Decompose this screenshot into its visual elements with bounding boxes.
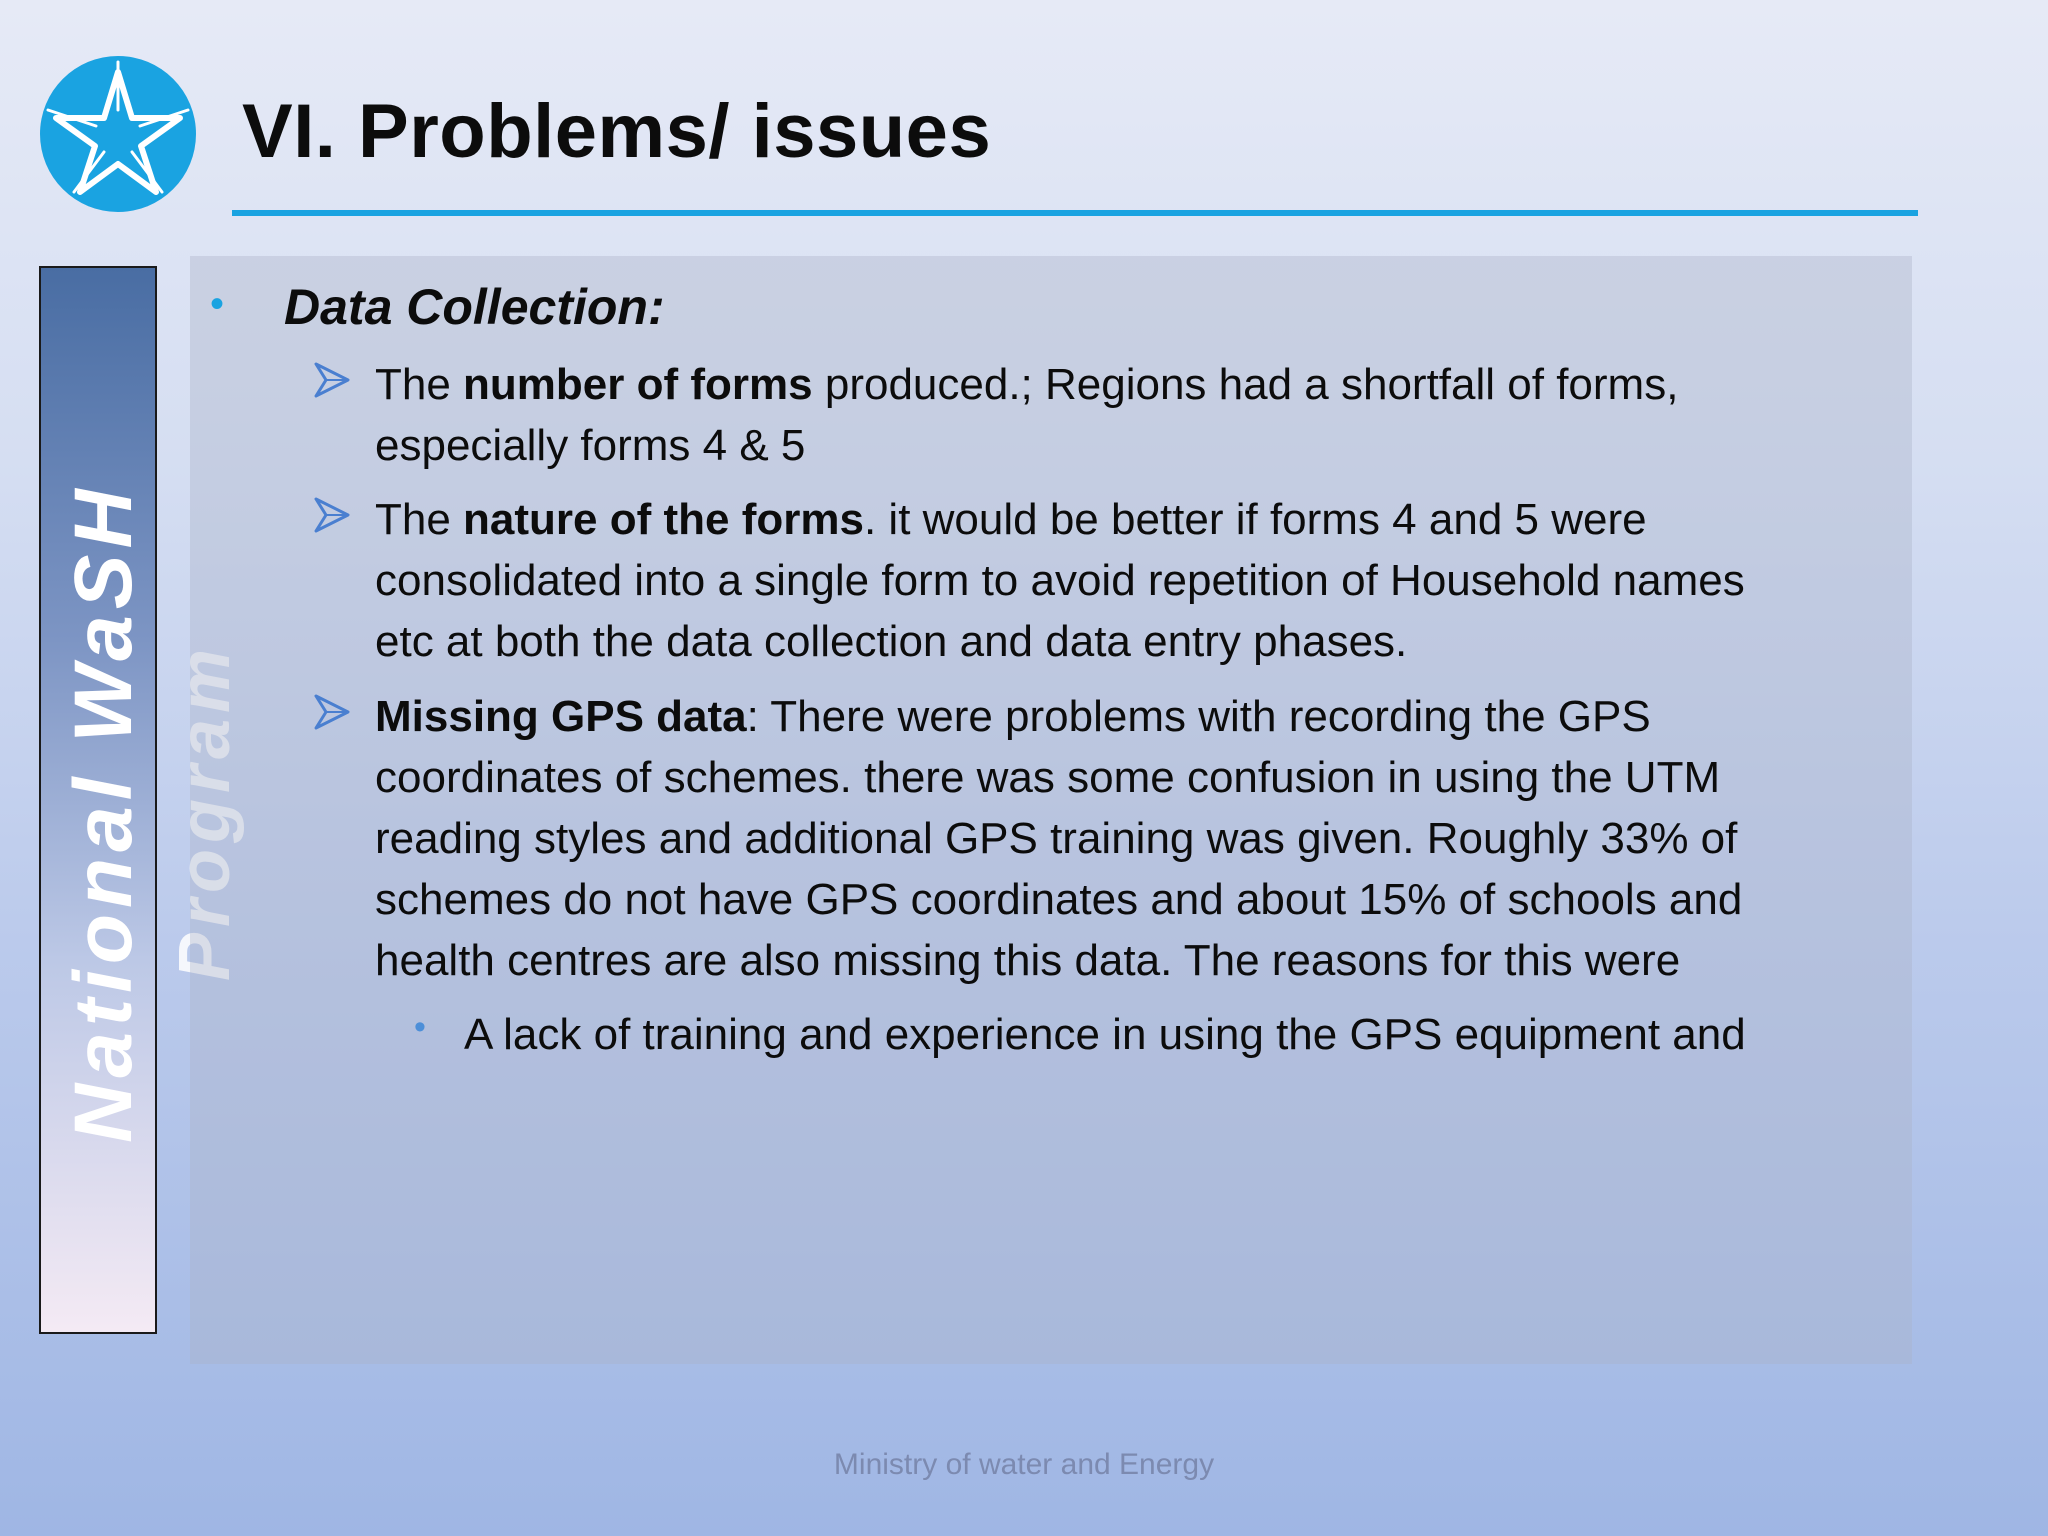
title-underline bbox=[232, 210, 1918, 216]
arrow-bullet-icon bbox=[312, 360, 352, 400]
bullet-dot-icon: • bbox=[414, 1008, 426, 1046]
side-banner-subtitle: Program bbox=[165, 642, 245, 982]
side-banner-title: National WaSH bbox=[58, 483, 149, 1143]
footer-text: Ministry of water and Energy bbox=[833, 1448, 1215, 1481]
list-item-text: The number of forms produced.; Regions had a shortfall of forms, especially forms 4 & 5 bbox=[375, 360, 1679, 470]
bullet-dot-icon: • bbox=[210, 282, 225, 326]
arrow-bullet-icon bbox=[312, 692, 352, 732]
list-item-text: Missing GPS data: There were problems with recording the GPS coordinates of schemes. there was some confusion in using the UTM reading styles and additional GPS training was given. Roughly 33% of schemes do not have GPS coordinates and about 15% of schools and health centres are also missing this data. The reasons for this were bbox=[375, 692, 1743, 985]
emphasis-text: nature of the forms bbox=[463, 495, 864, 544]
emphasis-text: number of forms bbox=[463, 360, 813, 409]
star-emblem-icon bbox=[38, 54, 198, 214]
content-panel bbox=[190, 256, 1912, 1364]
list-item-text: The nature of the forms. it would be better if forms 4 and 5 were consolidated into a single form to avoid repetition of Household names etc at both the data collection and data entry phases. bbox=[375, 495, 1745, 666]
emphasis-text: Missing GPS data bbox=[375, 692, 747, 741]
arrow-bullet-icon bbox=[312, 495, 352, 535]
sub-list-item-text: A lack of training and experience in using the GPS equipment and bbox=[464, 1010, 1746, 1059]
section-heading: Data Collection: bbox=[284, 279, 665, 335]
slide-title: VI. Problems/ issues bbox=[242, 89, 992, 174]
